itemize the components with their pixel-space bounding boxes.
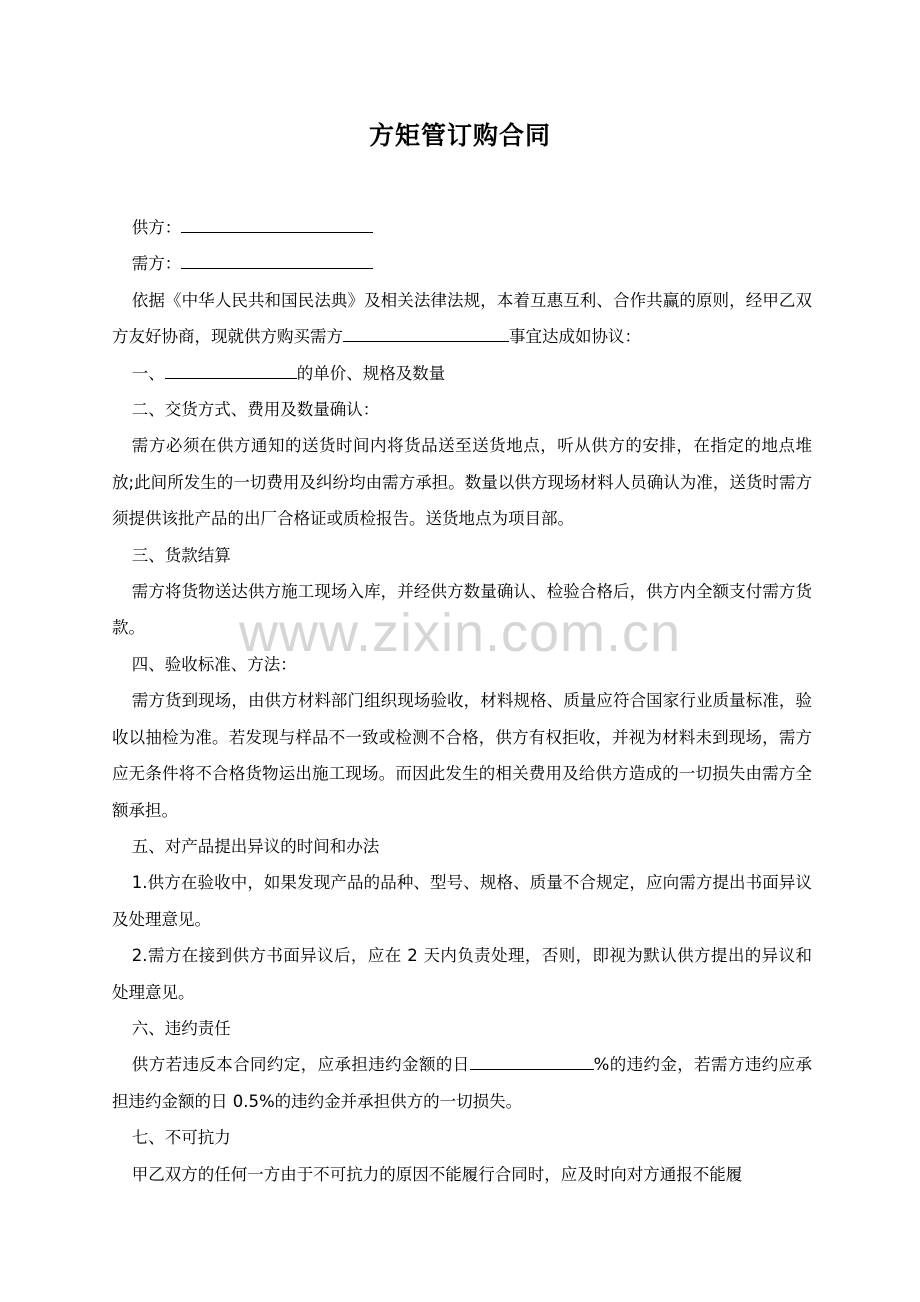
section-6-text-a: 供方若违反本合同约定，应承担违约金额的日 — [131, 1055, 470, 1075]
section-7-body: 甲乙双方的任何一方由于不可抗力的原因不能履行合同时，应及时向对方通报不能履 — [131, 1164, 743, 1184]
contract-body — [112, 210, 812, 1193]
section-5-heading: 五、对产品提出异议的时间和办法 — [131, 836, 380, 856]
intro-paragraph — [112, 283, 812, 356]
section-6-body — [112, 1047, 812, 1120]
section-2-heading: 二、交货方式、费用及数量确认： — [131, 400, 380, 420]
section-3-body: 需方将货物送达供方施工现场入库，并经供方数量确认、检验合格后，供方内全额支付需方货款。 — [112, 582, 812, 638]
section-5-item-1: 1.供方在验收中，如果发现产品的品种、型号、规格、质量不合规定，应向需方提出书面异议及处理意见。 — [112, 873, 812, 929]
penalty-rate-blank — [470, 1052, 594, 1070]
section-1-blank — [165, 361, 297, 379]
intro-text-a: 依据《中华人民共和国民法典》及相关法律法规，本着互惠互利、合作共赢的原则，经甲乙双方友好协商，现就供方购买需方 — [112, 290, 812, 347]
supplier-line — [112, 210, 812, 246]
buyer-label: 需方： — [131, 254, 182, 274]
section-1-prefix: 一、 — [131, 363, 165, 383]
section-1-heading — [112, 356, 812, 392]
buyer-line — [112, 246, 812, 282]
section-7-heading: 七、不可抗力 — [131, 1128, 231, 1148]
buyer-blank — [181, 251, 373, 269]
section-3-heading: 三、货款结算 — [131, 545, 231, 565]
section-4-body: 需方货到现场，由供方材料部门组织现场验收，材料规格、质量应符合国家行业质量标准，验收以抽检为准。若发现与样品不一致或检测不合格，供方有权拒收，并视为材料未到现场，需方应无条件将不合格货物运出施工现场。而因此发生的相关费用及给供方造成的一切损失由需方全额承担。 — [112, 691, 812, 820]
section-4-heading: 四、验收标准、方法： — [131, 654, 297, 674]
section-6-text-b: %的违约金，若需方违约应承担违约金额的日 0.5%的违约金并承担供方的一切损失。 — [112, 1055, 812, 1111]
watermark: www.zixin.com.cn — [238, 603, 682, 663]
intro-text-b: 事宜达成如协议： — [509, 327, 641, 347]
section-2-body: 需方必须在供方通知的送货时间内将货品送至送货地点，听从供方的安排，在指定的地点堆放;此间所发生的一切费用及纠纷均由需方承担。数量以供方现场材料人员确认为准，送货时需方须提供该批产品的出厂合格证或质检报告。送货地点为项目部。 — [112, 436, 812, 529]
product-blank — [343, 324, 509, 342]
document-title: 方矩管订购合同 — [368, 121, 551, 150]
section-5-item-2: 2.需方在接到供方书面异议后，应在 2 天内负责处理，否则，即视为默认供方提出的异议和处理意见。 — [112, 946, 812, 1002]
supplier-blank — [181, 215, 373, 233]
section-6-heading: 六、违约责任 — [131, 1018, 231, 1038]
section-1-suffix: 的单价、规格及数量 — [296, 363, 446, 383]
supplier-label: 供方： — [131, 218, 182, 237]
